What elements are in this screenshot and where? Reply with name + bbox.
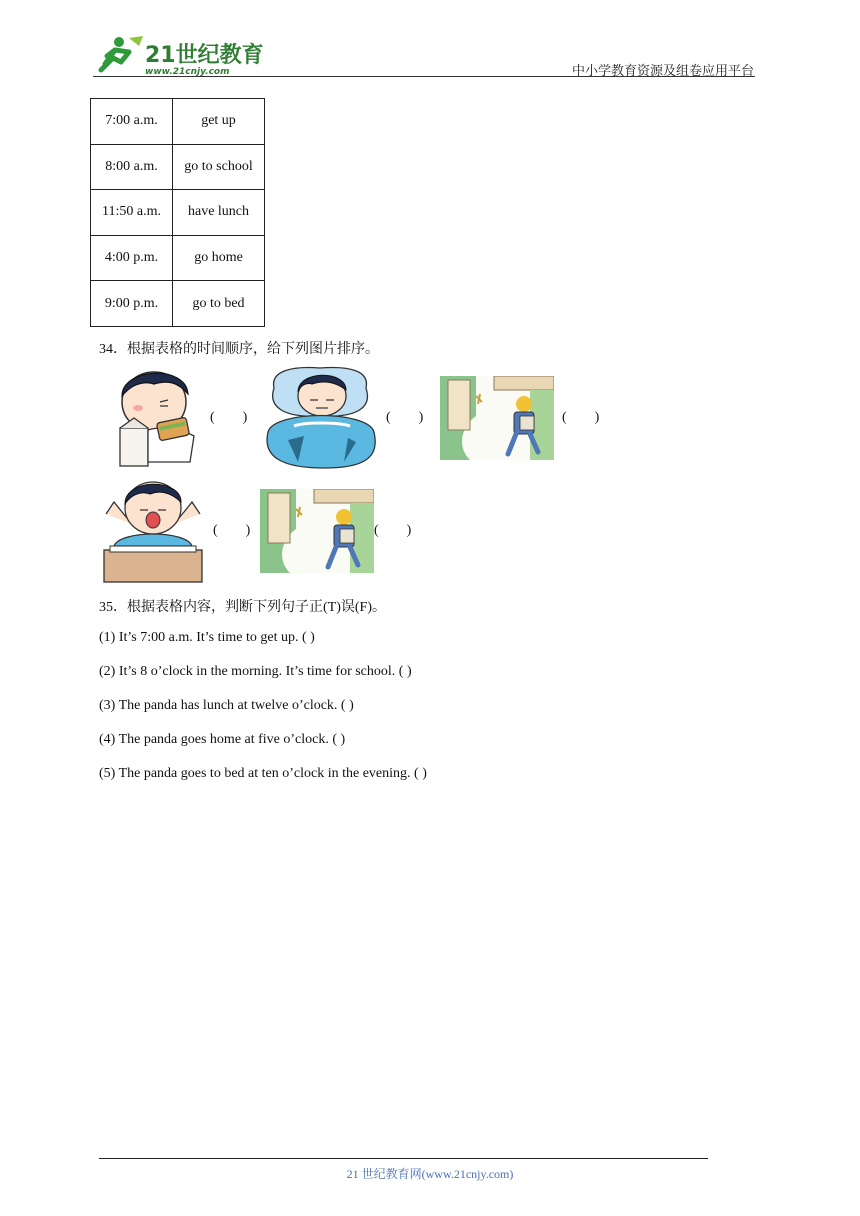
statement-5: (5) The panda goes to bed at ten o’clock in the evening. ( ) (99, 766, 427, 781)
answer-blank[interactable]: ( ) (374, 523, 412, 538)
activity-cell: go home (173, 235, 265, 281)
footer-divider (99, 1158, 708, 1159)
time-cell: 9:00 p.m. (91, 281, 173, 327)
footer-link[interactable]: 21 世纪教育网(www.21cnjy.com) (346, 1167, 514, 1181)
question-35-prompt: 35．根据表格内容，判断下列句子正(T)误(F)。 (99, 600, 386, 615)
logo-url: www.21cnjy.com (145, 67, 230, 77)
statement-2: (2) It’s 8 o’clock in the morning. It’s time for school. ( ) (99, 664, 412, 679)
runner-icon (101, 36, 143, 70)
activity-cell: go to school (173, 144, 265, 190)
boy-sleeping-in-bed-image (264, 366, 378, 475)
answer-blank[interactable]: ( ) (210, 410, 248, 425)
boy-getting-up-image (100, 476, 206, 591)
statement-4: (4) The panda goes home at five o’clock. ( ) (99, 732, 346, 747)
statement-1: (1) It’s 7:00 a.m. It’s time to get up. ( ) (99, 630, 315, 645)
answer-blank[interactable]: ( ) (386, 410, 424, 425)
header-divider (93, 76, 755, 77)
activity-cell: have lunch (173, 190, 265, 236)
header-logo (93, 34, 263, 78)
boy-eating-lunch-image (108, 362, 200, 475)
header-platform-text: 中小学教育资源及组卷应用平台 (571, 64, 754, 79)
answer-blank[interactable]: ( ) (562, 410, 600, 425)
time-cell: 8:00 a.m. (91, 144, 173, 190)
table-row (91, 144, 265, 190)
table-row (91, 99, 265, 145)
activity-cell: go to bed (173, 281, 265, 327)
answer-blank[interactable]: ( ) (213, 523, 251, 538)
time-cell: 11:50 a.m. (91, 190, 173, 236)
question-34-prompt: 34．根据表格的时间顺序，给下列图片排序。 (99, 342, 379, 357)
table-row (91, 235, 265, 281)
table-row (91, 190, 265, 236)
time-cell: 4:00 p.m. (91, 235, 173, 281)
logo-text: 21世纪教育 (145, 43, 263, 68)
activity-cell: get up (173, 99, 265, 145)
time-cell: 7:00 a.m. (91, 99, 173, 145)
table-row (91, 281, 265, 327)
boy-walking-to-school-image (440, 376, 554, 465)
schedule-table (90, 98, 265, 327)
statement-3: (3) The panda has lunch at twelve o’clock. ( ) (99, 698, 354, 713)
boy-walking-home-image (260, 489, 374, 578)
